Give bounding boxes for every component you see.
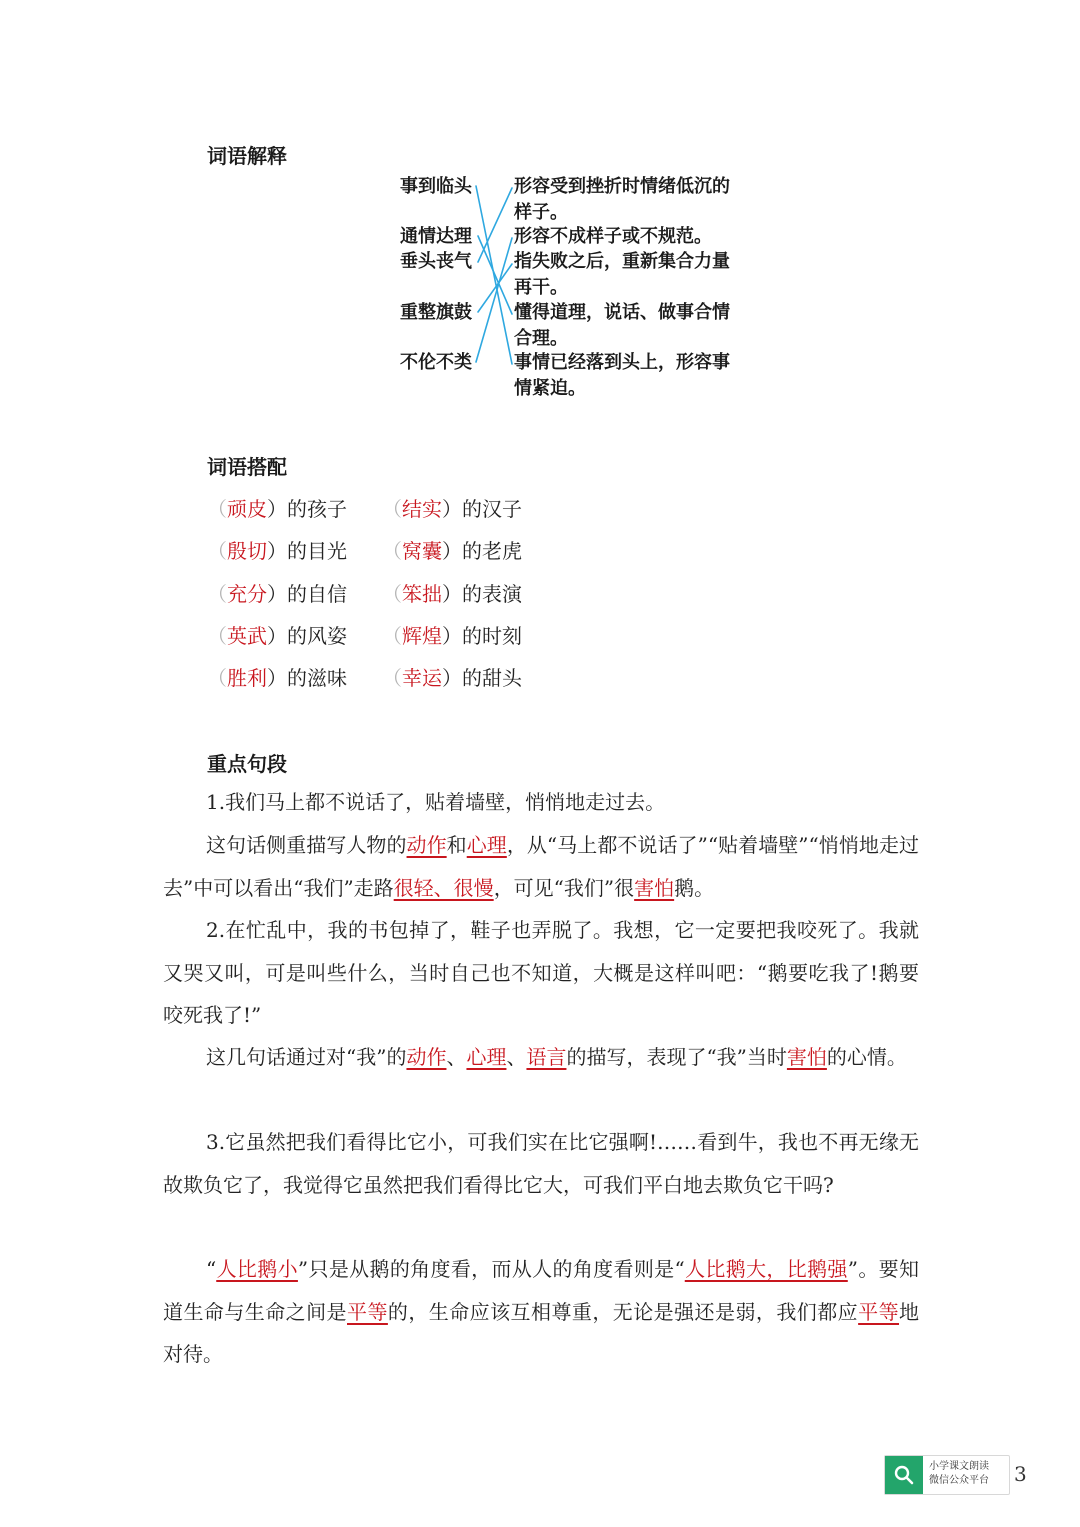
match-line-1 bbox=[476, 186, 512, 364]
key-sentence-2: 2.在忙乱中，我的书包掉了，鞋子也弄脱了。我想，它一定要把我咬死了。我就又哭又叫，可是叫些什么，当时自己也不知道，大概是这样叫吧：“鹅要吃我了!鹅要咬死我了!” bbox=[163, 918, 919, 1027]
key-sentence-3: 3.它虽然把我们看得比它小，可我们实在比它强啊!……看到牛，我也不再无缘无故欺负它了，我觉得它虽然把我们看得比它大，可我们平白地去欺负它干吗? bbox=[163, 1130, 919, 1197]
collocation-item: （笨拙）的表演 bbox=[382, 582, 522, 606]
wechat-platform-logo bbox=[884, 1455, 1010, 1495]
match-word-3: 垂头丧气 bbox=[400, 251, 472, 272]
analysis-3: “人比鹅小”只是从鹅的角度看，而从人的角度看则是“人比鹅大，比鹅强”。要知道生命与生命之间是平等的，生命应该互相尊重，无论是强还是弱，我们都应平等地对待。 bbox=[163, 1257, 920, 1366]
match-meaning-1: 形容受到挫折时情绪低沉的样子。 bbox=[514, 176, 730, 223]
section-title-key-sentences: 重点句段 bbox=[207, 752, 287, 776]
collocation-item: （幸运）的甜头 bbox=[382, 666, 522, 690]
collocation-item: （窝囊）的老虎 bbox=[382, 539, 522, 563]
section-title-explain: 词语解释 bbox=[207, 144, 287, 168]
match-line-4 bbox=[478, 264, 512, 312]
page-number: 3 bbox=[1014, 1462, 1027, 1486]
search-icon bbox=[885, 1456, 923, 1494]
match-word-2: 通情达理 bbox=[400, 226, 472, 247]
collocation-item: （顽皮）的孩子 bbox=[207, 497, 347, 521]
analysis-1: 这句话侧重描写人物的动作和心理，从“马上都不说话了”“贴着墙壁”“悄悄地走过去”中可以看出“我们”走路很轻、很慢，可见“我们”很害怕鹅。 bbox=[163, 833, 920, 900]
match-word-4: 重整旗鼓 bbox=[400, 302, 472, 323]
analysis-2: 这几句话通过对“我”的动作、心理、语言的描写，表现了“我”当时害怕的心情。 bbox=[206, 1045, 907, 1069]
logo-text: 小学课文朗读 微信公众平台 bbox=[929, 1461, 989, 1486]
match-word-5: 不伦不类 bbox=[400, 352, 472, 373]
collocation-item: （殷切）的目光 bbox=[207, 539, 347, 563]
match-word-1: 事到临头 bbox=[400, 176, 472, 197]
section-title-collocation: 词语搭配 bbox=[207, 455, 287, 479]
collocation-item: （辉煌）的时刻 bbox=[382, 624, 522, 648]
collocation-item: （胜利）的滋味 bbox=[207, 666, 347, 690]
matching-lines bbox=[470, 178, 520, 374]
collocation-item: （结实）的汉子 bbox=[382, 497, 522, 521]
collocation-item: （充分）的自信 bbox=[207, 582, 347, 606]
match-meaning-2: 形容不成样子或不规范。 bbox=[514, 226, 712, 247]
match-meaning-3: 指失败之后，重新集合力量再干。 bbox=[514, 251, 730, 298]
collocation-item: （英武）的风姿 bbox=[207, 624, 347, 648]
match-meaning-4: 懂得道理，说话、做事合情合理。 bbox=[514, 302, 730, 349]
match-line-2 bbox=[478, 236, 512, 314]
key-sentence-1: 1.我们马上都不说话了，贴着墙壁，悄悄地走过去。 bbox=[206, 790, 666, 814]
match-meaning-5: 事情已经落到头上，形容事情紧迫。 bbox=[514, 352, 730, 399]
